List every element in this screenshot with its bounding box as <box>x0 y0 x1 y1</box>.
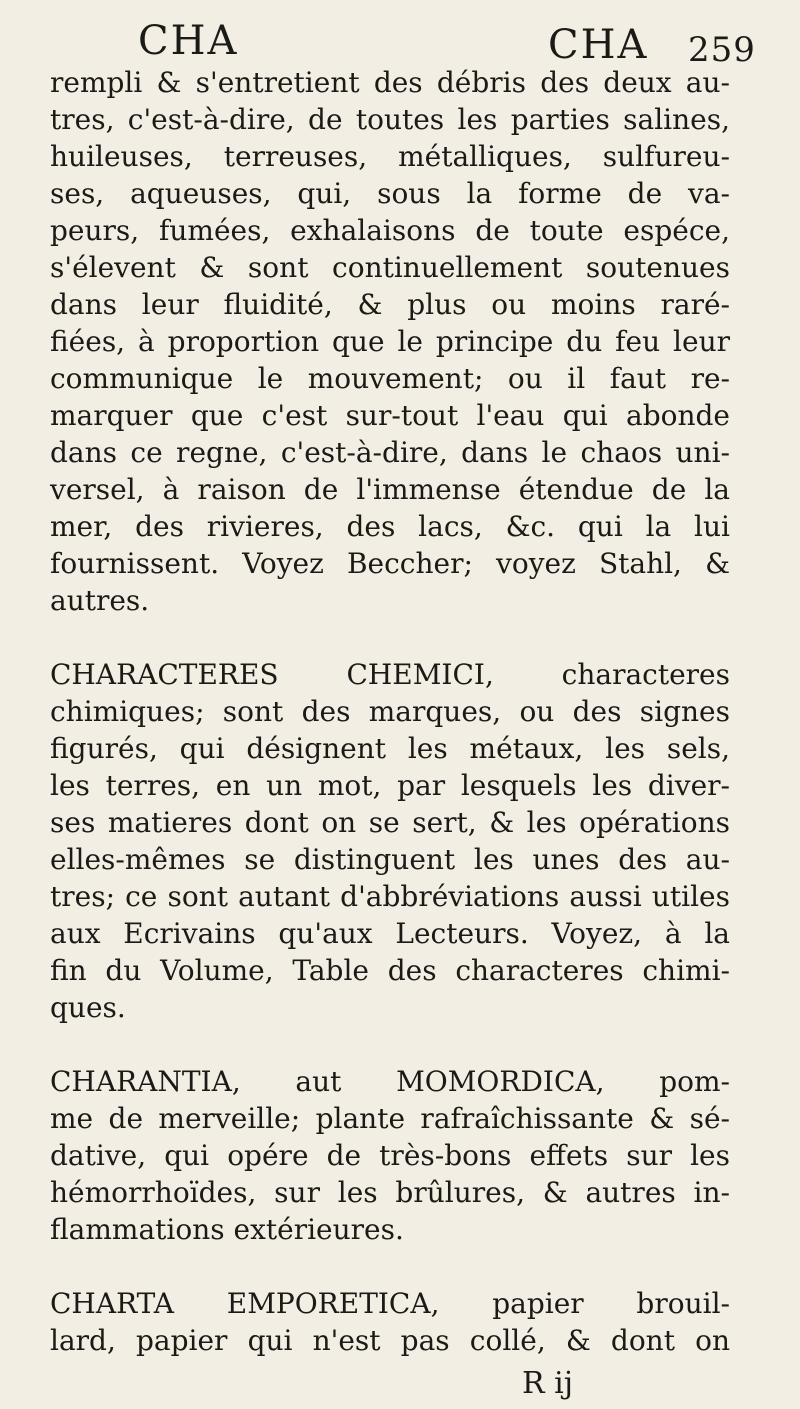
text-line: communique le mouvement; ou il faut re- <box>50 362 730 395</box>
paragraph-gap <box>50 1248 730 1285</box>
text-line: flammations extérieures. <box>50 1213 404 1246</box>
text-line: tres; ce sont autant d'abbréviations aussi utiles <box>50 880 730 913</box>
paragraph-gap <box>50 619 730 656</box>
running-header <box>0 6 800 70</box>
text-line: ques. <box>50 991 126 1024</box>
text-line: les terres, en un mot, par lesquels les diver- <box>50 769 730 802</box>
text-line: fin du Volume, Table des characteres chimi- <box>50 954 730 987</box>
text-line: huileuses, terreuses, métalliques, sulfureu- <box>50 140 730 173</box>
text-line: marquer que c'est sur-tout l'eau qui abonde <box>50 399 730 432</box>
text-line: lard, papier qui n'est pas collé, & dont on <box>50 1324 730 1357</box>
text-line: CHARTA EMPORETICA, papier brouil- <box>50 1287 730 1320</box>
signature-mark: R ij <box>522 1366 574 1401</box>
text-line: autres. <box>50 584 150 617</box>
text-line: chimiques; sont des marques, ou des signes <box>50 695 730 728</box>
text-line: CHARANTIA, aut MOMORDICA, pom- <box>50 1065 730 1098</box>
text-line: ses, aqueuses, qui, sous la forme de va- <box>50 177 730 210</box>
paragraph-continuation <box>50 64 730 619</box>
text-line: dative, qui opére de très-bons effets sur les <box>50 1139 730 1172</box>
text-line: s'élevent & sont continuellement soutenues <box>50 251 730 284</box>
text-line: ses matieres dont on se sert, & les opérations <box>50 806 730 839</box>
header-right-word: CHA <box>548 22 649 68</box>
header-left-word: CHA <box>138 18 239 64</box>
paragraph-gap <box>50 1026 730 1063</box>
text-line: fournissent. Voyez Beccher; voyez Stahl, & <box>50 547 730 580</box>
text-line: aux Ecrivains qu'aux Lecteurs. Voyez, à la <box>50 917 730 950</box>
text-line: versel, à raison de l'immense étendue de la <box>50 473 730 506</box>
text-line: fiées, à proportion que le principe du feu leur <box>50 325 730 358</box>
text-body <box>50 64 730 1359</box>
text-line: dans leur fluidité, & plus ou moins raré- <box>50 288 730 321</box>
text-line: hémorrhoïdes, sur les brûlures, & autres in- <box>50 1176 730 1209</box>
text-line: peurs, fumées, exhalaisons de toute espéce, <box>50 214 730 247</box>
entry-charantia <box>50 1063 730 1248</box>
page-number: 259 <box>688 30 756 70</box>
text-line: mer, des rivieres, des lacs, &c. qui la lui <box>50 510 730 543</box>
text-line: tres, c'est-à-dire, de toutes les parties salines, <box>50 103 730 136</box>
entry-charta-emporetica <box>50 1285 730 1359</box>
entry-characteres-chemici <box>50 656 730 1026</box>
text-line: elles-mêmes se distinguent les unes des au- <box>50 843 730 876</box>
text-line: me de merveille; plante rafraîchissante & sé- <box>50 1102 730 1135</box>
text-line: rempli & s'entretient des débris des deux au- <box>50 66 730 99</box>
text-line: figurés, qui désignent les métaux, les sels, <box>50 732 730 765</box>
text-line: CHARACTERES CHEMICI, characteres <box>50 658 730 691</box>
text-line: dans ce regne, c'est-à-dire, dans le chaos uni- <box>50 436 730 469</box>
